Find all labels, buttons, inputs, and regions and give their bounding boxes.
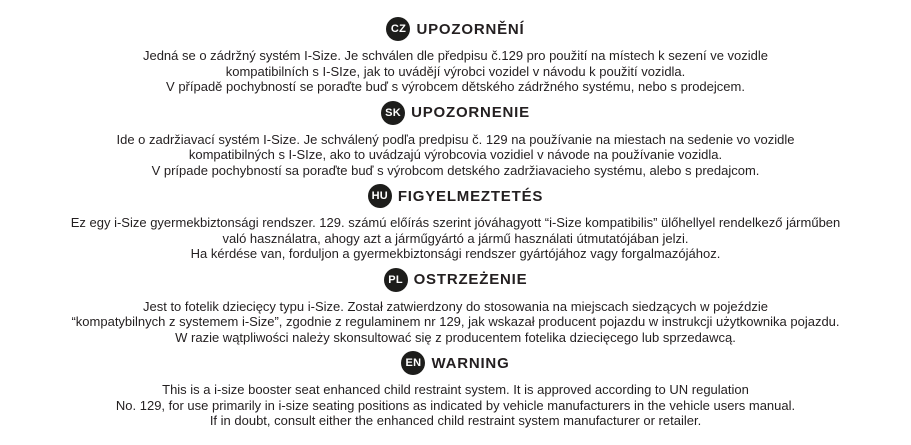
section-header-en: [0, 351, 911, 375]
warning-section-en: [0, 351, 911, 429]
section-heading-sk: UPOZORNENIE: [411, 104, 530, 121]
warning-line: No. 129, for use primarily in i-size seating positions as indicated by vehicle manufacturers in the vehicle users manual.: [115, 397, 796, 413]
warning-section-sk: [0, 101, 911, 179]
warning-line: “kompatybilnych z systemem i-Size”, zgodnie z regulaminem nr 129, jak wskazał producent pojazdu w instrukcji użytkownika pojazdu.: [71, 314, 840, 329]
section-heading-en: WARNING: [431, 354, 510, 372]
language-badge-en: EN: [401, 351, 425, 375]
language-badge-pl: PL: [384, 268, 408, 292]
warning-section-cz: [0, 17, 911, 95]
warning-line: kompatibilných s I-SIze, ako to uvádzajú výrobcovia vozidiel v návode na používanie vozidla.: [188, 147, 723, 162]
section-heading-pl: OSTRZEŻENIE: [413, 271, 528, 288]
warning-line: való használatra, ahogy azt a járműgyártó a jármű használati útmutatójában jelzi.: [222, 230, 689, 246]
warning-line: kompatibilních s I-SIze, jak to uvádějí výrobci vozidel v návodu k použití vozidla.: [225, 63, 686, 79]
warning-line: This is a i-size booster seat enhanced child restraint system. It is approved according to UN regulation: [162, 382, 749, 397]
section-heading-hu: FIGYELMEZTETÉS: [397, 187, 544, 205]
section-header-cz: [0, 17, 911, 41]
section-header-pl: [0, 268, 911, 292]
warning-line: Jedná se o zádržný systém I-Size. Je schválen dle předpisu č.129 pro použití na místech k sezení ve vozidle: [142, 48, 769, 63]
section-heading-cz: UPOZORNĚNÍ: [416, 20, 525, 38]
warning-line: Jest to fotelik dziecięcy typu i-Size. Został zatwierdzony do stosowania na miejscach siedzących w pojeździe: [142, 298, 768, 314]
warning-line: V prípade pochybností sa poraďte buď s výrobcom detského zadržiavacieho systému, alebo s predajcom.: [151, 162, 760, 178]
warning-section-pl: [0, 268, 911, 346]
section-header-hu: [0, 184, 911, 208]
warning-line: W razie wątpliwości należy skonsultować się z producentem fotelika dziecięcego lub sprzedawcą.: [175, 329, 736, 345]
language-badge-hu: HU: [368, 184, 392, 208]
section-header-sk: [0, 101, 911, 125]
warning-line: Ha kérdése van, forduljon a gyermekbiztonsági rendszer gyártójához vagy forgalmazójához.: [190, 246, 721, 261]
warning-line: Ide o zadržiavací systém I-Size. Je schválený podľa predpisu č. 129 na používanie na miestach na sedenie vo vozidle: [116, 131, 795, 147]
warning-line: Ez egy i-Size gyermekbiztonsági rendszer. 129. számú előírás szerint jóváhagyott “i-Size kompatibilis” ülőhellyel rendelkező járműben: [70, 215, 841, 230]
warning-line: If in doubt, consult either the enhanced child restraint system manufacturer or retailer.: [209, 413, 702, 428]
warning-line: V případě pochybností se poraďte buď s výrobcem dětského zádržného systému, nebo s prodejcem.: [166, 79, 745, 94]
warning-section-hu: [0, 184, 911, 262]
language-badge-cz: CZ: [386, 17, 410, 41]
language-badge-sk: SK: [381, 101, 405, 125]
